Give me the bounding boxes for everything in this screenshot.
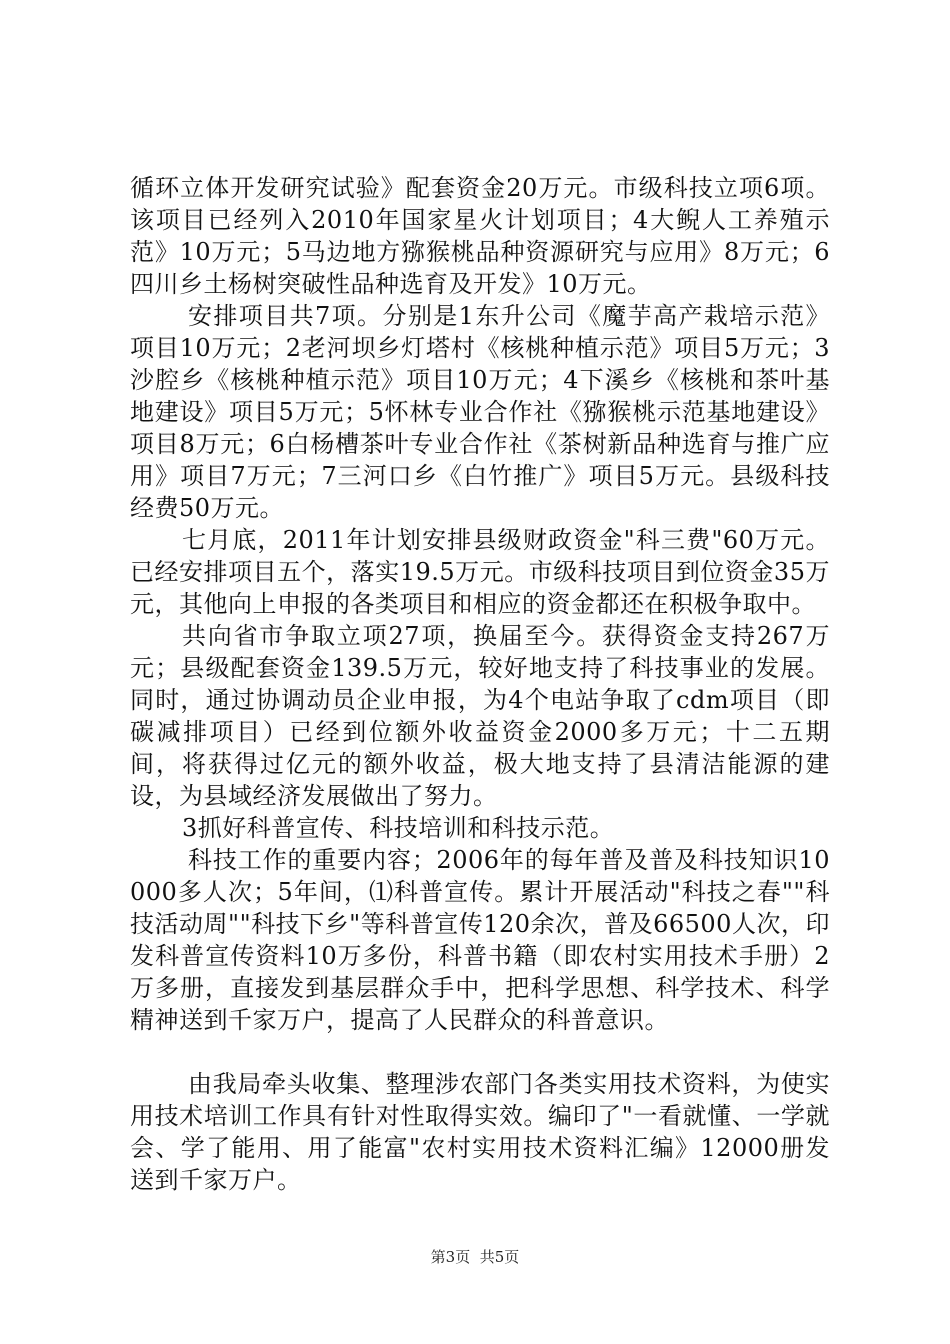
- paragraph: 安排项目共7项。分别是1东升公司《魔芋高产栽培示范》项目10万元；2老河坝乡灯塔村《核桃种植示范》项目5万元；3沙腔乡《核桃种植示范》项目10万元；4下溪乡《核桃和茶叶基地建设》项目5万元；5怀林专业合作社《猕猴桃示范基地建设》项目8万元；6白杨槽茶叶专业合作社《茶树新品种选育与推广应用》项目7万元；7三河口乡《白竹推广》项目5万元。县级科技经费50万元。: [130, 302, 830, 522]
- page-footer: [0, 1247, 950, 1267]
- paragraph: 由我局牵头收集、整理涉农部门各类实用技术资料，为使实用技术培训工作具有针对性取得实效。编印了"一看就懂、一学就会、学了能用、用了能富"农村实用技术资料汇编》12000册发送到千家万户。: [130, 1070, 830, 1194]
- page-number: 第3页: [430, 1248, 471, 1266]
- page-total: 共5页: [479, 1248, 520, 1266]
- paragraph: 共向省市争取立项27项，换届至今。获得资金支持267万元；县级配套资金139.5万元，较好地支持了科技事业的发展。同时，通过协调动员企业申报，为4个电站争取了cdm项目（即碳减排项目）已经到位额外收益资金2000多万元；十二五期间，将获得过亿元的额外收益，极大地支持了县清洁能源的建设，为县域经济发展做出了努力。: [130, 622, 830, 810]
- paragraph: 科技工作的重要内容；2006年的每年普及普及科技知识10000多人次；5年间，⑴科普宣传。累计开展活动"科技之春""科技活动周""科技下乡"等科普宣传120余次，普及66500人次，印发科普宣传资料10万多份，科普书籍（即农村实用技术手册）2万多册，直接发到基层群众手中，把科学思想、科学技术、科学精神送到千家万户，提高了人民群众的科普意识。: [130, 846, 830, 1034]
- paragraph-gap: [130, 1036, 830, 1068]
- paragraph: 循环立体开发研究试验》配套资金20万元。市级科技立项6项。该项目已经列入2010年国家星火计划项目；4大鲵人工养殖示范》10万元；5马边地方猕猴桃品种资源研究与应用》8万元；6四川乡土杨树突破性品种选育及开发》10万元。: [130, 174, 830, 298]
- paragraph: 七月底，2011年计划安排县级财政资金"科三费"60万元。已经安排项目五个，落实19.5万元。市级科技项目到位资金35万元，其他向上申报的各类项目和相应的资金都还在积极争取中。: [130, 526, 830, 618]
- paragraph: 3抓好科普宣传、科技培训和科技示范。: [182, 814, 615, 842]
- footer-separator: [470, 1248, 480, 1266]
- document-body: [130, 172, 830, 1196]
